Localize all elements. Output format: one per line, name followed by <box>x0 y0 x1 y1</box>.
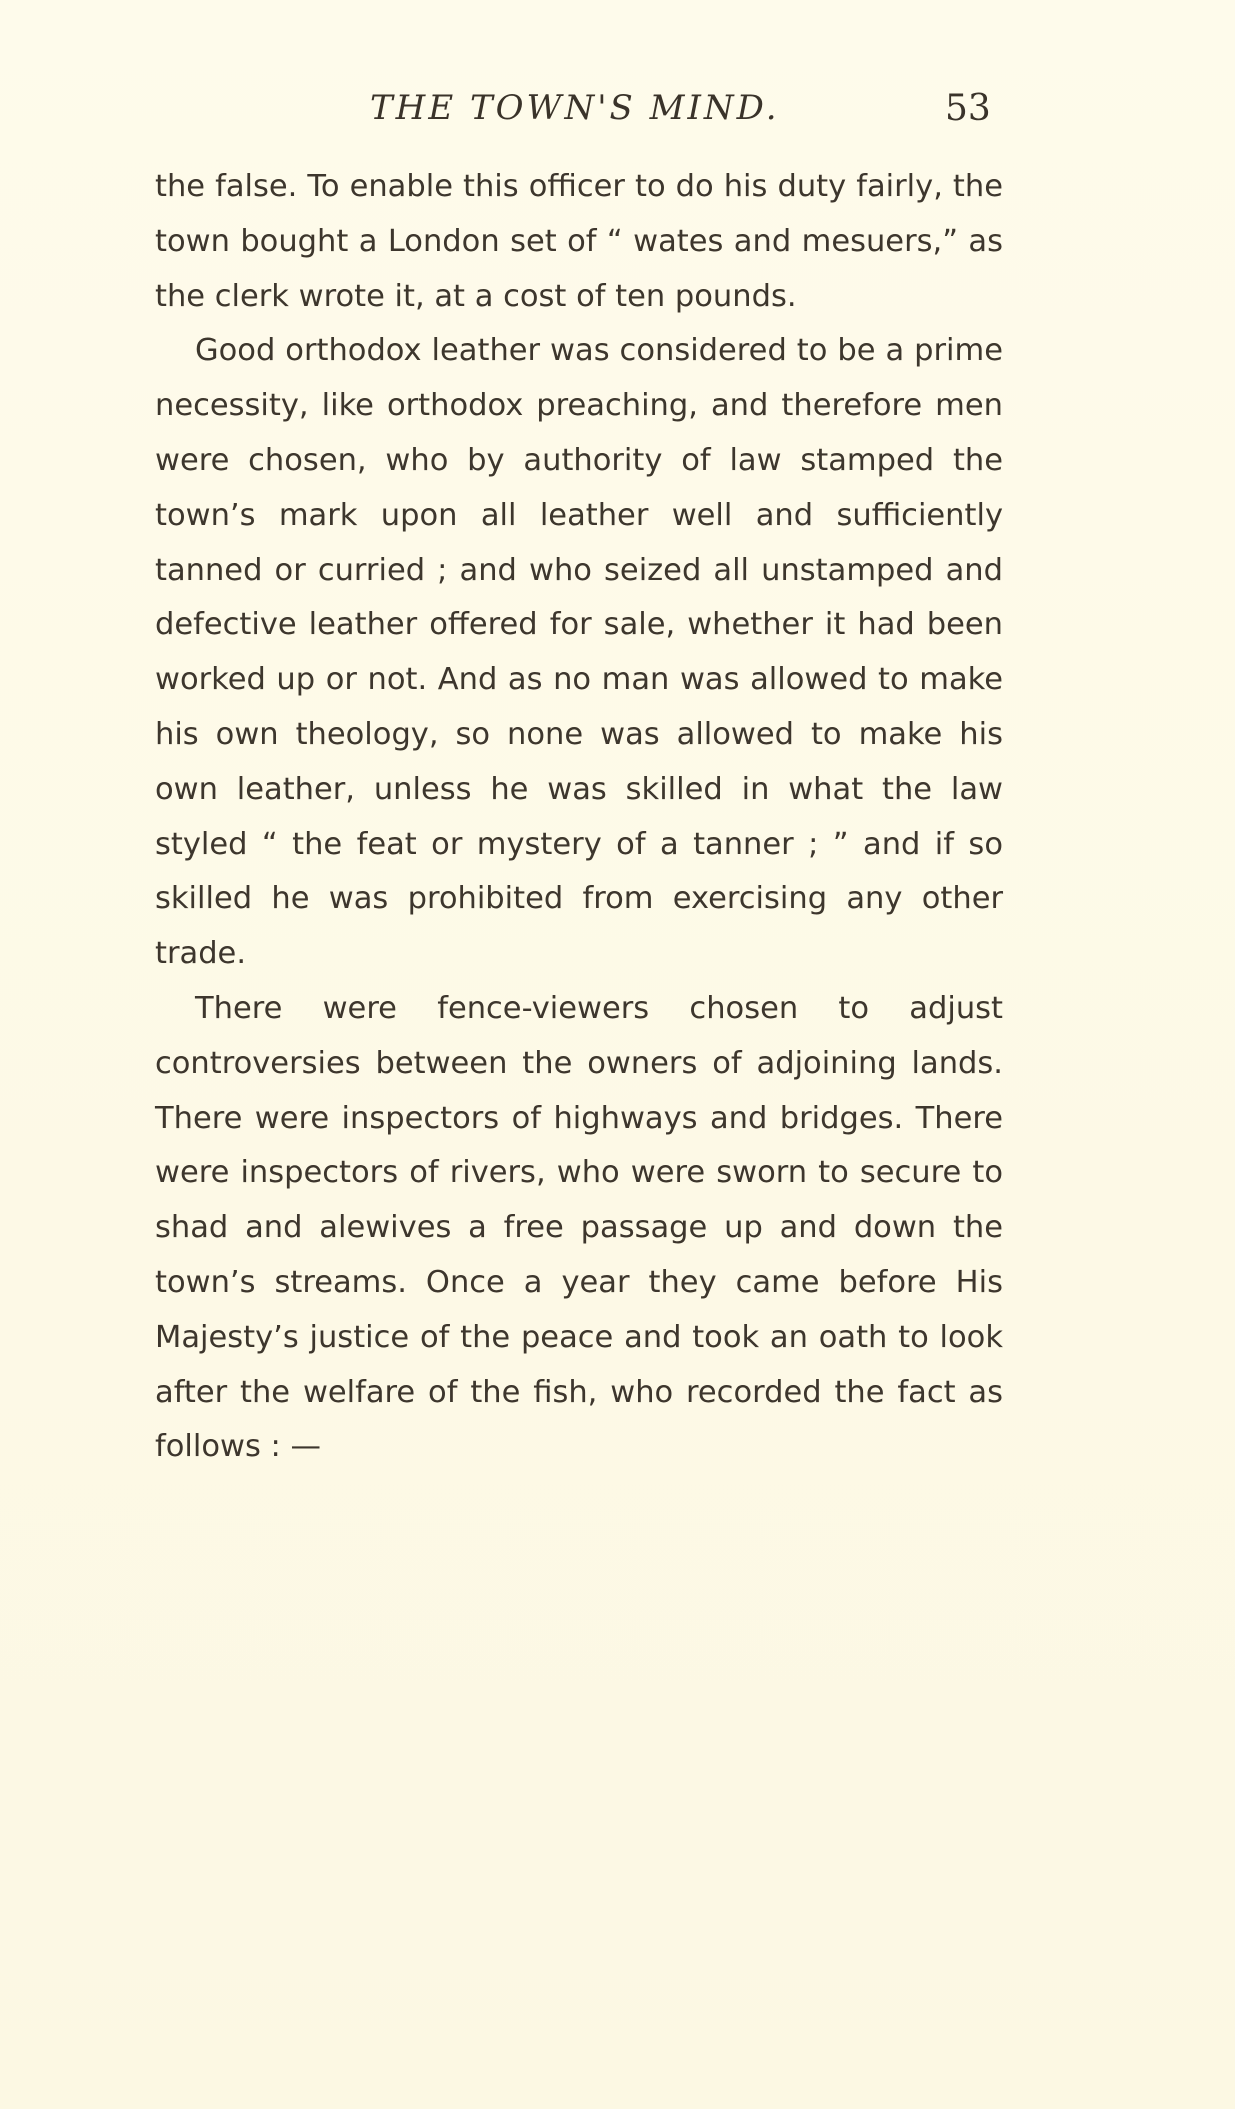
paragraph-continuation: the false. To enable this officer to do his duty fairly, the town bought a London set of “ wates and mesuers,” as the clerk wrote it, at a cost of ten pounds. <box>155 169 1003 314</box>
paragraph-inspectors: There were fence-viewers chosen to adjust controversies between the owners of adjoining lands. There were inspectors of highways and bridges. There were inspectors of rivers, who were sworn to secure to shad and alewives a free passage up and down the town’s streams. Once a year they came before His Majesty’s justice of the peace and took an oath to look after the welfare of the fish, who recorded the fact as follows : — <box>155 990 1003 1465</box>
page-number: 53 <box>945 88 991 129</box>
running-head <box>0 88 1235 138</box>
body-text <box>155 160 1003 1475</box>
paragraph-leather: Good orthodox leather was considered to be a prime necessity, like orthodox preaching, and therefore men were chosen, who by authority of law stamped the town’s mark upon all leather well and sufficiently tanned or curried ; and who seized all unstamped and defective leather offered for sale, whether it had been worked up or not. And as no man was allowed to make his own theology, so none was allowed to make his own leather, unless he was skilled in what the law styled “ the feat or mystery of a tanner ; ” and if so skilled he was prohibited from exercising any other trade. <box>155 333 1003 972</box>
running-title: THE TOWN'S MIND. <box>370 88 780 128</box>
